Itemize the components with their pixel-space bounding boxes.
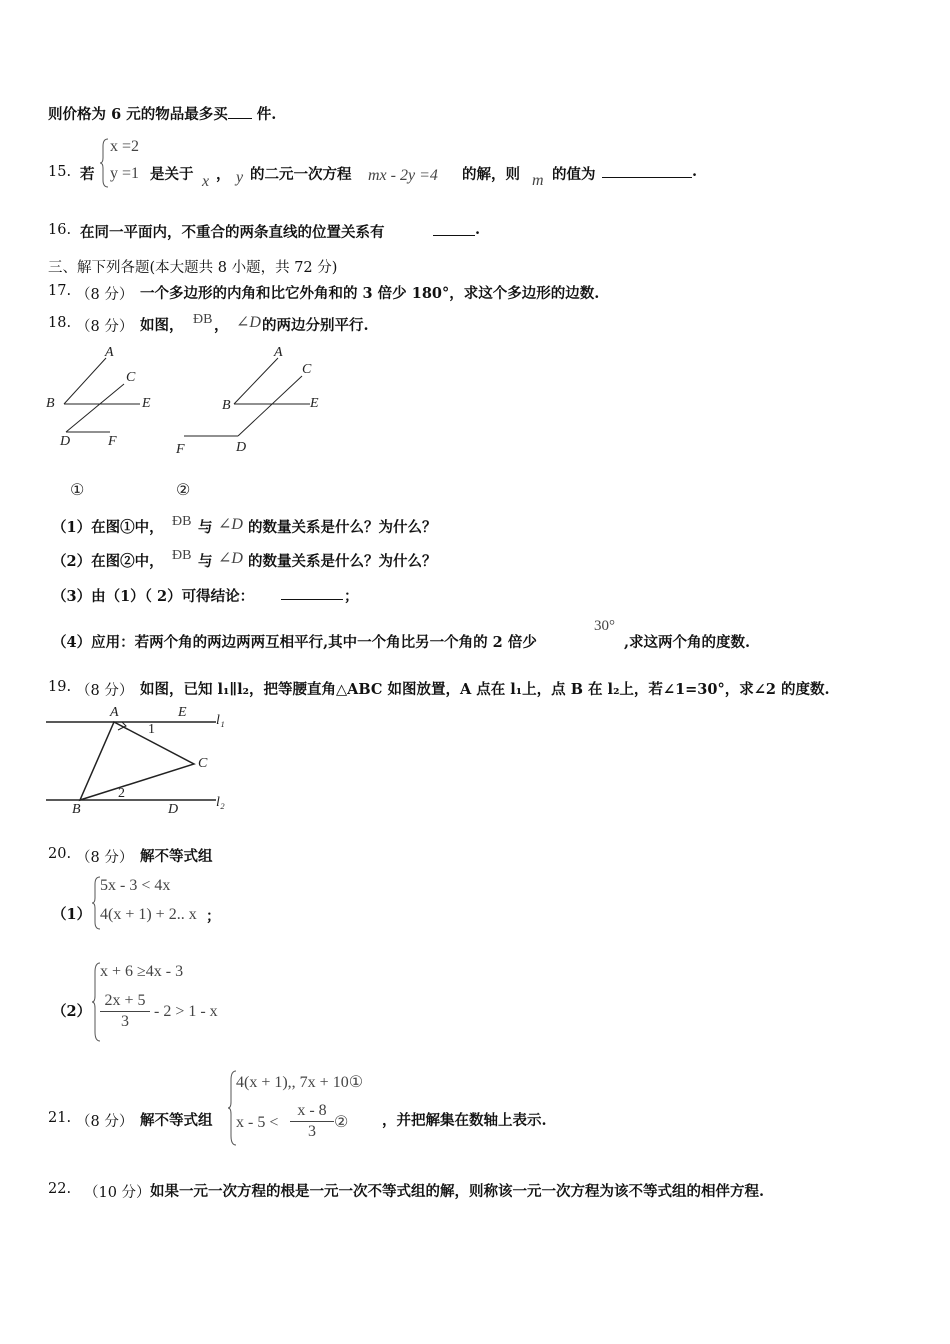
q18-angle-b: ÐB [193, 312, 213, 327]
q14-num: 6 [111, 106, 122, 123]
q18-p4-degree: 30° [594, 618, 615, 634]
section-3-heading: 三、解下列各题(本大题共 8 小题，共 72 分) [48, 260, 338, 276]
q18-p1-angle-d: ∠D [218, 516, 243, 533]
q15-brace-icon [100, 138, 110, 188]
q18-p3-end: ； [344, 588, 359, 605]
q20-p1-end: ； [206, 908, 221, 925]
q18-score: （8 分） [76, 319, 134, 335]
q18-p3-text: （3）由（1）（ 2）可得结论： [52, 588, 255, 605]
q15-text-4: 的值为 [552, 166, 596, 183]
q15-end: . [692, 163, 698, 180]
q14-text-a: 则价格为 [48, 106, 106, 123]
answer-blank [281, 585, 343, 600]
answer-blank [602, 163, 692, 178]
fig1-label-d: D [60, 434, 71, 449]
q21-number: 21. [48, 1110, 72, 1126]
q15-comma: ， [216, 166, 231, 183]
fig1-label-b: B [46, 396, 55, 411]
q18-p4-text: （4）应用：若两个角的两边两两互相平行,其中一个角比另一个角的 2 倍少 [52, 634, 537, 651]
q18-text-1: 如图， [140, 317, 184, 334]
q21-denominator: 3 [308, 1123, 316, 1140]
q17-number: 17. [48, 283, 72, 299]
fig2-label-f: F [176, 442, 185, 457]
q15-text-2: 的二元一次方程 [250, 166, 352, 183]
q14-text-b: 元的物品最多买 [126, 106, 228, 123]
q20-p2-fraction [100, 992, 150, 1031]
answer-blank [228, 104, 252, 119]
q21-fraction [290, 1102, 334, 1141]
fig2-label-e: E [310, 396, 319, 411]
fig1-label-f: F [108, 434, 117, 449]
q21-end: ，并把解集在数轴上表示. [382, 1112, 547, 1129]
q19-number: 19. [48, 679, 72, 695]
q19-label-2: 2 [118, 786, 125, 801]
q22-text: 如果一元一次方程的根是一元一次不等式组的解，则称该一元一次方程为该不等式组的相伴方程. [150, 1183, 765, 1200]
q17-score: （8 分） [76, 287, 134, 303]
fig2-label-a: A [274, 345, 283, 360]
q20-p1-label: （1） [52, 906, 92, 923]
q19-label-e: E [178, 705, 187, 720]
q20-p1-eq2: 4(x + 1) + 2.. x [100, 906, 197, 923]
q18-p4-end: ,求这两个角的度数. [624, 634, 751, 651]
fig1-caption: ① [70, 482, 85, 499]
q18-p2-label: （2）在图②中， [52, 553, 164, 570]
q19-label-d: D [168, 802, 179, 817]
q19-label-l1: l₁ [216, 713, 225, 728]
q18-p1-yu: 与 [198, 519, 213, 536]
q22-number: 22. [48, 1181, 72, 1197]
q19-label-1: 1 [148, 722, 155, 737]
q20-number: 20. [48, 846, 72, 862]
q15-text-3: 的解，则 [462, 166, 520, 183]
q20-p2-label: （2） [52, 1003, 92, 1020]
fig2-label-b: B [222, 398, 231, 413]
q21-numerator: x - 8 [297, 1102, 327, 1119]
q15-var-y: y [236, 169, 244, 186]
q20-text: 解不等式组 [140, 848, 213, 865]
q18-p2-angle-d: ∠D [218, 550, 243, 567]
q19-label-c: C [198, 756, 208, 771]
q15-sys-line-1: x =2 [110, 138, 140, 155]
q20-score: （8 分） [76, 850, 134, 866]
q20-p2-denominator: 3 [121, 1013, 129, 1030]
q20-p2-eq2-rest: - 2 > 1 - x [154, 1003, 218, 1020]
q15-equation: mx - 2y =4 [368, 167, 438, 184]
q15-sys-line-2: y =1 [110, 165, 140, 182]
q18-comma: ， [214, 317, 229, 334]
q18-p1-rest: 的数量关系是什么？为什么？ [248, 519, 437, 536]
fig2-label-d: D [236, 440, 247, 455]
q15-number: 15. [48, 164, 72, 180]
q21-eq1: 4(x + 1),, 7x + 10① [236, 1074, 364, 1091]
q21-eq2-left: x - 5 < [236, 1114, 279, 1131]
q17-text: 一个多边形的内角和比它外角和的 3 倍少 180°，求这个多边形的边数. [140, 285, 600, 302]
q16-end: . [475, 221, 481, 238]
q16-number: 16. [48, 222, 72, 238]
fig2-label-c: C [302, 362, 312, 377]
q18-p2-yu: 与 [198, 553, 213, 570]
q19-score: （8 分） [76, 683, 134, 699]
q19-label-b: B [72, 802, 81, 817]
q18-angle-d: ∠D [236, 314, 261, 331]
q22-score: （10 分） [84, 1185, 151, 1201]
q14-text-c: 件. [256, 106, 277, 123]
q18-figure-2 [170, 342, 330, 452]
fig1-label-e: E [142, 396, 151, 411]
q18-p2-rest: 的数量关系是什么？为什么？ [248, 553, 437, 570]
q15-text-1: 是关于 [150, 166, 194, 183]
q15-var-x: x [202, 173, 210, 190]
q18-text-2: 的两边分别平行. [262, 317, 369, 334]
q16-text: 在同一平面内，不重合的两条直线的位置关系有 [80, 224, 385, 241]
q20-p2-eq1: x + 6 ≥4x - 3 [100, 963, 184, 980]
fig1-label-a: A [105, 345, 114, 360]
q15-ruo: 若 [80, 166, 95, 183]
q19-label-l2: l₂ [216, 795, 225, 810]
q20-p1-eq1: 5x - 3 < 4x [100, 877, 171, 894]
q18-number: 18. [48, 315, 72, 331]
fraction-bar [100, 1011, 150, 1012]
q15-var-m: m [532, 172, 544, 189]
fig1-label-c: C [126, 370, 136, 385]
q21-text: 解不等式组 [140, 1112, 213, 1129]
q21-circle-2: ② [334, 1114, 349, 1131]
q19-label-a: A [110, 705, 119, 720]
fig2-caption: ② [176, 482, 191, 499]
q21-score: （8 分） [76, 1114, 134, 1130]
q18-p1-label: （1）在图①中， [52, 519, 164, 536]
q20-p2-numerator: 2x + 5 [104, 992, 146, 1009]
q14-tail [48, 103, 276, 124]
q18-p1-angle-b: ÐB [172, 514, 192, 529]
q19-text: 如图，已知 l₁∥l₂，把等腰直角△ABC 如图放置，A 点在 l₁上，点 B 在 l₂上，若∠1=30°，求∠2 的度数. [140, 681, 830, 698]
answer-blank [433, 221, 475, 236]
fraction-bar [290, 1121, 334, 1122]
q18-p2-angle-b: ÐB [172, 548, 192, 563]
